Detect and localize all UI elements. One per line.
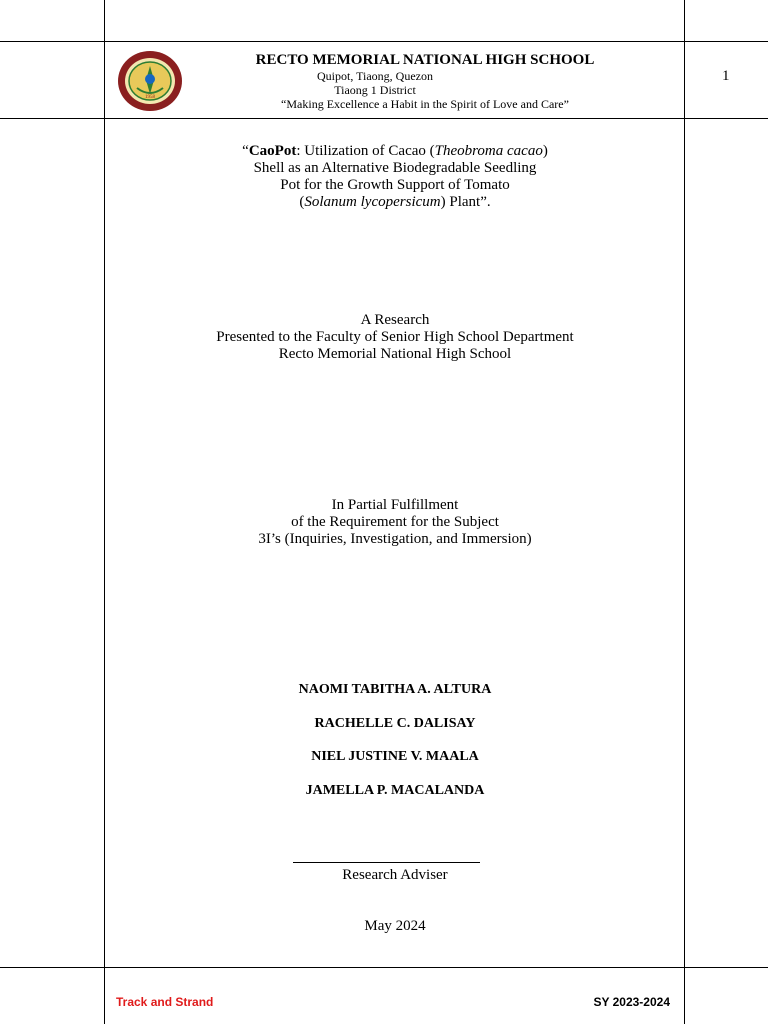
footer-school-year: SY 2023-2024 bbox=[593, 995, 670, 1009]
adviser-label: Research Adviser bbox=[342, 867, 448, 883]
page-number: 1 bbox=[722, 68, 730, 84]
header-bottom-line bbox=[0, 118, 768, 119]
header-top-line bbox=[0, 41, 768, 42]
fulfillment-block bbox=[105, 497, 685, 548]
school-motto: “Making Excellence a Habit in the Spirit of Love and Care” bbox=[281, 97, 569, 111]
title-line-1: “CaoPot: Utilization of Cacao (Theobroma cacao) bbox=[242, 143, 548, 159]
author-name: NAOMI TABITHA A. ALTURA bbox=[298, 682, 492, 697]
title-line-3: Pot for the Growth Support of Tomato bbox=[280, 177, 510, 193]
research-title bbox=[105, 143, 685, 211]
submission-date: May 2024 bbox=[364, 918, 426, 934]
scientific-name-cacao: Theobroma cacao bbox=[434, 143, 543, 159]
author-name: NIEL JUSTINE V. MAALA bbox=[311, 749, 479, 764]
school-name: RECTO MEMORIAL NATIONAL HIGH SCHOOL bbox=[255, 52, 595, 68]
scientific-name-tomato: Solanum lycopersicum bbox=[304, 194, 441, 210]
footer-top-line bbox=[0, 967, 768, 968]
adviser-signature-line bbox=[293, 862, 480, 863]
fulfillment-line-3: 3I’s (Inquiries, Investigation, and Immersion) bbox=[258, 531, 532, 547]
school-address: Quipot, Tiaong, Quezon bbox=[316, 69, 433, 83]
title-name: CaoPot bbox=[248, 143, 297, 159]
title-line-4: (Solanum lycopersicum) Plant”. bbox=[299, 194, 491, 210]
presented-line-1: A Research bbox=[360, 312, 430, 328]
school-district: Tiaong 1 District bbox=[334, 83, 416, 97]
fulfillment-line-1: In Partial Fulfillment bbox=[331, 497, 459, 513]
footer-track-strand: Track and Strand bbox=[116, 995, 214, 1009]
presented-line-2: Presented to the Faculty of Senior High School Department bbox=[216, 329, 574, 345]
presented-block bbox=[105, 312, 685, 363]
author-name: RACHELLE C. DALISAY bbox=[314, 716, 476, 731]
title-line-2: Shell as an Alternative Biodegradable Seedling bbox=[253, 160, 537, 176]
school-seal-logo bbox=[117, 50, 183, 112]
fulfillment-line-2: of the Requirement for the Subject bbox=[291, 514, 499, 530]
presented-line-3: Recto Memorial National High School bbox=[278, 346, 512, 362]
author-name: JAMELLA P. MACALANDA bbox=[305, 783, 485, 798]
seal-year-text: 1958 bbox=[145, 95, 155, 100]
